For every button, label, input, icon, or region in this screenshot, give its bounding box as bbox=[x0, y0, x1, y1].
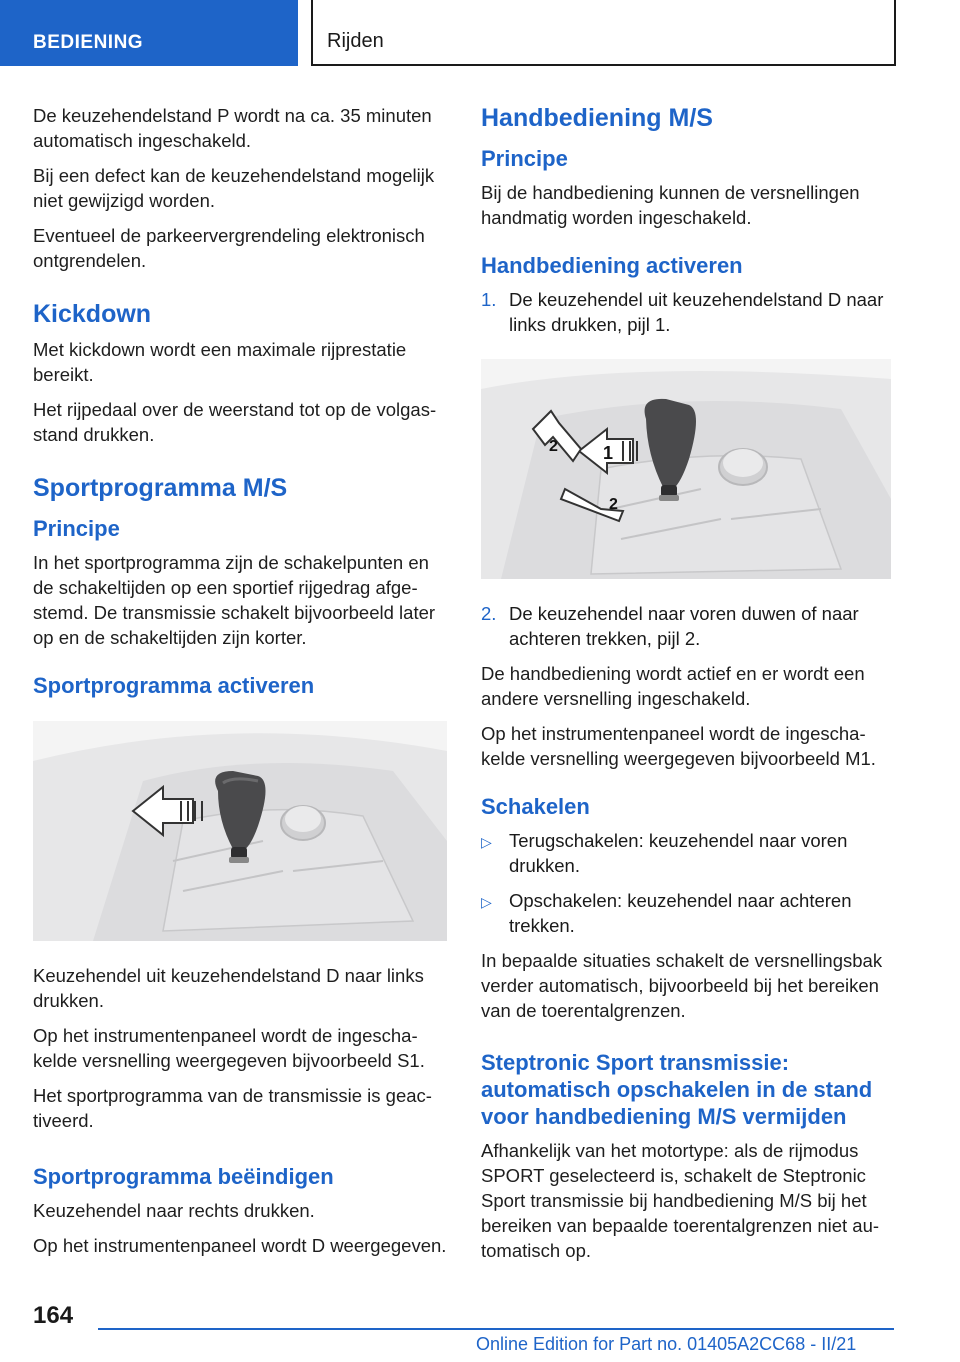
step-text: De keuzehendel naar voren duwen of naar achteren trekken, pijl 2. bbox=[509, 603, 859, 649]
heading-handbediening-activeren: Handbediening activeren bbox=[481, 253, 743, 278]
page-number: 164 bbox=[33, 1302, 74, 1329]
paragraph: In het sportprogramma zijn de schakelpunten en de schakeltijden op een sportief rijgedrag afgestemd. De transmissie schakelt bijvoorbeeld later op en de schakeltijden zijn korter. bbox=[33, 552, 436, 648]
paragraph: Bij een defect kan de keuzehendelstand mogelijk niet gewijzigd worden. bbox=[33, 165, 435, 211]
paragraph: De keuzehendelstand P wordt na ca. 35 minuten automatisch ingeschakeld. bbox=[33, 105, 432, 151]
figure-label-2b: 2 bbox=[609, 496, 618, 513]
paragraph: Afhankelijk van het motortype: als de rijmodus SPORT geselecteerd is, schakelt de Steptronic Sport transmissie bij handbediening M/S bij het bereiken van bepaalde toerentalgrenzen niet automatisch op. bbox=[481, 1140, 880, 1261]
paragraph: Bij de handbediening kunnen de versnellingen handmatig worden ingeschakeld. bbox=[481, 182, 860, 228]
heading-handbediening: Handbediening M/S bbox=[481, 104, 713, 132]
list-item bbox=[481, 601, 895, 651]
heading-sport-beeindigen: Sportprogramma beëindigen bbox=[33, 1164, 334, 1189]
paragraph: Op het instrumentenpaneel wordt de ingeschakelde versnelling weergegeven bijvoorbeeld S1. bbox=[33, 1025, 425, 1071]
step-number: 2. bbox=[481, 603, 497, 624]
figure-label-2a: 2 bbox=[549, 438, 558, 455]
paragraph: Met kickdown wordt een maximale rijprestatie bereikt. bbox=[33, 339, 407, 385]
heading-sportprogramma: Sportprogramma M/S bbox=[33, 474, 288, 502]
heading-principe: Principe bbox=[481, 146, 568, 171]
steps-list bbox=[481, 601, 895, 651]
footer-divider bbox=[98, 1328, 894, 1330]
paragraph: In bepaalde situaties schakelt de versnellingsbak verder automatisch, bijvoorbeeld bij het bereiken van de toerentalgrenzen. bbox=[481, 950, 883, 1021]
heading-steptronic: Steptronic Sport transmissie: automatisch opschakelen in de stand voor handbediening M/S vermijden bbox=[481, 1050, 873, 1129]
paragraph: Op het instrumentenpaneel wordt D weergegeven. bbox=[33, 1235, 447, 1256]
paragraph: Het sportprogramma van de transmissie is geactiveerd. bbox=[33, 1085, 432, 1131]
gear-selector-illustration bbox=[33, 721, 447, 941]
step-text: De keuzehendel uit keuzehendelstand D naar links drukken, pijl 1. bbox=[509, 289, 884, 335]
paragraph: Keuzehendel uit keuzehendelstand D naar links drukken. bbox=[33, 965, 424, 1011]
bullet-text: Terugschakelen: keuzehendel naar voren drukken. bbox=[509, 830, 848, 876]
left-column bbox=[33, 103, 447, 1268]
heading-kickdown: Kickdown bbox=[33, 300, 152, 328]
right-column bbox=[481, 103, 895, 1273]
gear-selector-manual-illustration bbox=[481, 359, 891, 579]
paragraph: Keuzehendel naar rechts drukken. bbox=[33, 1200, 315, 1221]
heading-schakelen: Schakelen bbox=[481, 794, 590, 819]
list-item bbox=[481, 287, 895, 337]
heading-principe: Principe bbox=[33, 516, 120, 541]
page-header bbox=[0, 0, 960, 66]
triangle-bullet-icon: ▷ bbox=[481, 894, 492, 910]
section-tab: BEDIENING bbox=[0, 0, 298, 66]
edition-text: Online Edition for Part no. 01405A2CC68 - II/21 bbox=[476, 1334, 857, 1354]
paragraph: Op het instrumentenpaneel wordt de ingeschakelde versnelling weergegeven bijvoorbeeld M1. bbox=[481, 723, 876, 769]
figure-label-1: 1 bbox=[603, 443, 614, 463]
triangle-bullet-icon: ▷ bbox=[481, 834, 492, 850]
steps-list bbox=[481, 287, 895, 337]
chapter-tab: Rijden bbox=[311, 0, 896, 66]
list-item bbox=[481, 888, 895, 938]
paragraph: Het rijpedaal over de weerstand tot op de volgasstand drukken. bbox=[33, 399, 437, 445]
step-number: 1. bbox=[481, 289, 497, 310]
list-item bbox=[481, 828, 895, 878]
bullet-text: Opschakelen: keuzehendel naar achteren trekken. bbox=[509, 890, 852, 936]
bullet-list bbox=[481, 828, 895, 938]
heading-sport-activeren: Sportprogramma activeren bbox=[33, 673, 315, 698]
paragraph: Eventueel de parkeervergrendeling elektronisch ontgrendelen. bbox=[33, 225, 425, 271]
paragraph: De handbediening wordt actief en er wordt een andere versnelling ingeschakeld. bbox=[481, 663, 865, 709]
